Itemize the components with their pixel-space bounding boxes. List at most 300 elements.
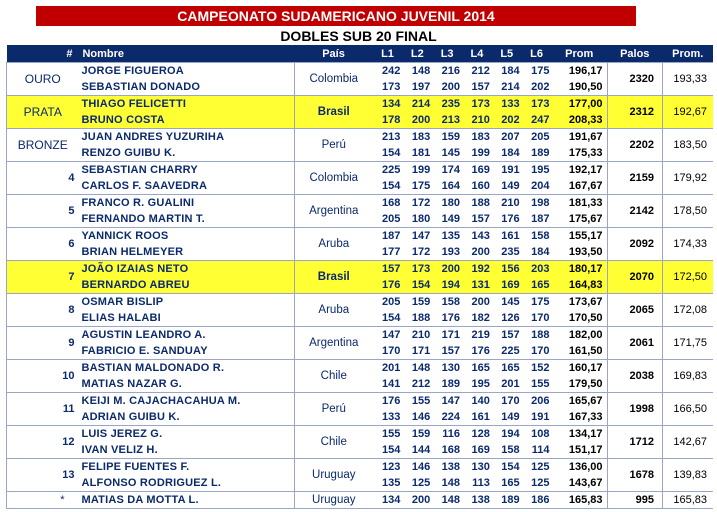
game-score-l2: 147: [402, 228, 432, 245]
game-score-l4: 161: [471, 411, 490, 423]
player-average: 165,67: [551, 393, 607, 410]
game-score-l1: 135: [382, 477, 401, 489]
game-score-l1: 157: [373, 261, 403, 278]
game-score-l2: 175: [411, 180, 431, 192]
player-name: BRUNO COSTA: [78, 112, 294, 129]
game-score-l2: 197: [411, 81, 431, 93]
game-score-l4: 182: [471, 312, 490, 324]
game-score-l3: 159: [432, 129, 462, 146]
game-score-l4: 192: [462, 261, 492, 278]
player-average: 190,50: [568, 81, 603, 93]
game-score-l1: 177: [382, 246, 401, 258]
game-score-l5: 161: [492, 228, 522, 245]
team-average: 174,33: [663, 228, 713, 261]
player-name: MATIAS NAZAR G.: [81, 378, 183, 390]
table-row: [7, 459, 714, 476]
game-score-l1: 134: [373, 96, 403, 113]
game-score-l5: 210: [492, 195, 522, 212]
team-total-pins: 2070: [607, 261, 663, 294]
game-score-l3: 213: [432, 112, 462, 129]
player-name: ELIAS HALABI: [81, 312, 161, 324]
team-average: 171,75: [663, 327, 713, 360]
player-name: FABRICIO E. SANDUAY: [81, 345, 208, 357]
game-score-l2: 188: [411, 312, 431, 324]
game-score-l1: 213: [373, 129, 403, 146]
header-l4: L4: [462, 45, 492, 63]
table-row: [7, 162, 714, 179]
player-name: SEBASTIAN CHARRY: [78, 162, 294, 179]
table-row: [7, 360, 714, 377]
table-row: [7, 96, 714, 113]
page-subtitle: DOBLES SUB 20 FINAL: [280, 28, 437, 44]
game-score-l1: 133: [382, 411, 401, 423]
game-score-l1: 201: [373, 360, 403, 377]
game-score-l5: 169: [492, 277, 522, 294]
header-pos: #: [7, 45, 79, 63]
game-score-l1: 168: [373, 195, 403, 212]
game-score-l4: 130: [462, 459, 492, 476]
game-score-l3: 130: [432, 360, 462, 377]
game-score-l3: 149: [441, 213, 461, 225]
game-score-l1: 154: [382, 147, 401, 159]
team-position: 11: [7, 393, 79, 426]
game-score-l5: 133: [492, 96, 522, 113]
player-average: 155,17: [551, 228, 607, 245]
table-row: [7, 195, 714, 212]
player-name: LUIS JEREZ G.: [78, 426, 294, 443]
game-score-l2: 148: [402, 360, 432, 377]
team-average: 192,67: [663, 96, 713, 129]
game-score-l2: 148: [402, 63, 432, 80]
team-country: Aruba: [294, 294, 372, 327]
game-score-l3: 157: [441, 345, 461, 357]
player-average: 167,67: [568, 180, 603, 192]
table-row: [7, 426, 714, 443]
team-position: 13: [7, 459, 79, 492]
game-score-l1: 154: [382, 444, 401, 456]
team-country: Chile: [294, 360, 372, 393]
game-score-l3: 174: [432, 162, 462, 179]
player-average: 136,00: [551, 459, 607, 476]
team-total-pins: 2065: [607, 294, 663, 327]
team-total-pins: 2202: [607, 129, 663, 162]
team-country: Perú: [294, 129, 372, 162]
game-score-l4: 131: [462, 277, 492, 294]
header-country: País: [294, 45, 372, 63]
game-score-l6: 205: [522, 129, 552, 146]
game-score-l2: 155: [402, 393, 432, 410]
game-score-l1: 123: [373, 459, 403, 476]
team-average: 169,83: [663, 360, 713, 393]
team-average: 142,67: [663, 426, 713, 459]
player-average: 170,50: [568, 312, 603, 324]
team-country: Uruguay: [294, 459, 372, 492]
game-score-l5: 156: [492, 261, 522, 278]
team-position: 6: [7, 228, 79, 261]
game-score-l2: 159: [402, 426, 432, 443]
game-score-l2: 210: [402, 327, 432, 344]
game-score-l2: 180: [411, 213, 431, 225]
team-total-pins: 2320: [607, 63, 663, 96]
team-country: Brasil: [294, 261, 372, 294]
player-name: THIAGO FELICETTI: [78, 96, 294, 113]
game-score-l5: 189: [492, 492, 522, 509]
game-score-l6: 165: [522, 277, 552, 294]
game-score-l1: 205: [382, 213, 401, 225]
game-score-l5: 149: [501, 411, 520, 423]
player-name: YANNICK ROOS: [78, 228, 294, 245]
game-score-l3: 189: [441, 378, 461, 390]
team-country: Argentina: [294, 195, 372, 228]
player-name: SEBASTIAN DONADO: [81, 81, 201, 93]
game-score-l1: 176: [373, 277, 403, 294]
team-average: 179,92: [663, 162, 713, 195]
player-average: 177,00: [551, 96, 607, 113]
game-score-l1: 187: [373, 228, 403, 245]
game-score-l5: 176: [501, 213, 520, 225]
game-score-l1: 134: [373, 492, 403, 509]
game-score-l4: 157: [471, 213, 490, 225]
game-score-l6: 206: [522, 393, 552, 410]
player-name: KEIJI M. CAJACHACAHUA M.: [78, 393, 294, 410]
team-total-pins: 2092: [607, 228, 663, 261]
game-score-l3: 147: [432, 393, 462, 410]
game-score-l2: 125: [411, 477, 431, 489]
team-position: 8: [7, 294, 79, 327]
team-position: BRONZE: [7, 129, 79, 162]
game-score-l2: 212: [411, 378, 431, 390]
player-average: 191,67: [551, 129, 607, 146]
game-score-l2: 173: [402, 261, 432, 278]
game-score-l5: 202: [492, 112, 522, 129]
team-country: Brasil: [294, 96, 372, 129]
team-total-pins: 1678: [607, 459, 663, 492]
player-average: 134,17: [551, 426, 607, 443]
table-row: [7, 228, 714, 245]
player-name: IVAN VELIZ H.: [81, 444, 158, 456]
header-l3: L3: [432, 45, 462, 63]
game-score-l3: 235: [432, 96, 462, 113]
player-average: 196,17: [551, 63, 607, 80]
game-score-l1: 225: [373, 162, 403, 179]
game-score-l5: 184: [501, 147, 520, 159]
game-score-l6: 203: [522, 261, 552, 278]
game-score-l2: 214: [402, 96, 432, 113]
player-average: 165,83: [551, 492, 607, 509]
team-average: 166,50: [663, 393, 713, 426]
header-name: Nombre: [78, 45, 294, 63]
team-total-pins: 995: [607, 492, 663, 509]
game-score-l5: 207: [492, 129, 522, 146]
game-score-l4: 138: [462, 492, 492, 509]
game-score-l6: 125: [531, 477, 550, 489]
game-score-l6: 173: [522, 96, 552, 113]
game-score-l1: 178: [373, 112, 403, 129]
game-score-l3: 168: [441, 444, 461, 456]
game-score-l3: 171: [432, 327, 462, 344]
game-score-l3: 148: [441, 477, 461, 489]
game-score-l4: 212: [462, 63, 492, 80]
game-score-l6: 108: [522, 426, 552, 443]
game-score-l4: 199: [471, 147, 490, 159]
player-average: 167,33: [568, 411, 603, 423]
team-average: 172,50: [663, 261, 713, 294]
game-score-l3: 135: [432, 228, 462, 245]
team-total-pins: 2061: [607, 327, 663, 360]
game-score-l6: 187: [531, 213, 550, 225]
game-score-l2: 146: [411, 411, 431, 423]
game-score-l3: 145: [441, 147, 461, 159]
player-name: JUAN ANDRES YUZURIHA: [78, 129, 294, 146]
game-score-l2: 199: [402, 162, 432, 179]
game-score-l3: 176: [441, 312, 461, 324]
player-average: 164,83: [551, 277, 607, 294]
player-name: ALFONSO RODRIGUEZ L.: [81, 477, 222, 489]
game-score-l6: 175: [522, 294, 552, 311]
game-score-l1: 141: [382, 378, 401, 390]
header-l2: L2: [402, 45, 432, 63]
header-row: [7, 45, 714, 63]
game-score-l1: 176: [373, 393, 403, 410]
game-score-l5: 225: [501, 345, 520, 357]
game-score-l3: 158: [432, 294, 462, 311]
player-average: 179,50: [568, 378, 603, 390]
game-score-l4: 160: [471, 180, 490, 192]
player-name: BRIAN HELMEYER: [81, 246, 184, 258]
game-score-l4: 176: [471, 345, 490, 357]
game-score-l4: 143: [462, 228, 492, 245]
game-score-l5: 126: [501, 312, 520, 324]
game-score-l3: 194: [432, 277, 462, 294]
game-score-l1: 170: [382, 345, 401, 357]
team-average: 139,83: [663, 459, 713, 492]
player-average: 151,17: [568, 444, 603, 456]
player-name: BERNARDO ABREU: [78, 277, 294, 294]
game-score-l5: 165: [492, 360, 522, 377]
game-score-l6: 175: [522, 63, 552, 80]
header-l1: L1: [373, 45, 403, 63]
results-body: [7, 63, 714, 509]
game-score-l2: 146: [402, 459, 432, 476]
game-score-l3: 193: [441, 246, 461, 258]
table-row: [7, 63, 714, 80]
team-country: Perú: [294, 393, 372, 426]
game-score-l5: 149: [501, 180, 520, 192]
game-score-l6: 198: [522, 195, 552, 212]
game-score-l1: 173: [382, 81, 401, 93]
game-score-l4: 183: [462, 129, 492, 146]
game-score-l6: 204: [531, 180, 550, 192]
team-position: 7: [7, 261, 79, 294]
game-score-l4: 169: [471, 444, 490, 456]
team-position: 12: [7, 426, 79, 459]
team-average: 178,50: [663, 195, 713, 228]
player-average: 175,33: [568, 147, 603, 159]
player-name: CARLOS F. SAAVEDRA: [81, 180, 208, 192]
game-score-l5: 214: [501, 81, 520, 93]
team-average: 183,50: [663, 129, 713, 162]
team-country: Colombia: [294, 63, 372, 96]
game-score-l4: 169: [462, 162, 492, 179]
player-average: 193,50: [568, 246, 603, 258]
player-average: 175,67: [568, 213, 603, 225]
player-average: 161,50: [568, 345, 603, 357]
game-score-l6: 170: [531, 345, 550, 357]
team-total-pins: 1712: [607, 426, 663, 459]
game-score-l2: 159: [402, 294, 432, 311]
game-score-l2: 200: [402, 492, 432, 509]
game-score-l3: 200: [432, 261, 462, 278]
player-name: BASTIAN MALDONADO R.: [78, 360, 294, 377]
game-score-l5: 157: [492, 327, 522, 344]
game-score-l5: 165: [501, 477, 520, 489]
game-score-l2: 154: [402, 277, 432, 294]
team-total-pins: 2142: [607, 195, 663, 228]
game-score-l3: 148: [432, 492, 462, 509]
team-position: 5: [7, 195, 79, 228]
header-prom: Prom.: [663, 45, 713, 63]
game-score-l4: 113: [472, 477, 490, 489]
table-row: [7, 327, 714, 344]
game-score-l2: 144: [411, 444, 431, 456]
player-name: FERNANDO MARTIN T.: [81, 213, 205, 225]
game-score-l2: 172: [411, 246, 431, 258]
game-score-l4: 219: [462, 327, 492, 344]
game-score-l2: 171: [411, 345, 431, 357]
game-score-l6: 202: [531, 81, 550, 93]
game-score-l1: 242: [373, 63, 403, 80]
game-score-l3: 164: [441, 180, 461, 192]
player-name: OSMAR BISLIP: [78, 294, 294, 311]
game-score-l3: 200: [441, 81, 461, 93]
team-position: 4: [7, 162, 79, 195]
game-score-l4: 210: [462, 112, 492, 129]
team-position: PRATA: [7, 96, 79, 129]
game-score-l5: 184: [492, 63, 522, 80]
team-country: Chile: [294, 426, 372, 459]
player-name: RENZO GUIBU K.: [81, 147, 176, 159]
table-row: [7, 294, 714, 311]
team-country: Uruguay: [294, 492, 372, 509]
game-score-l4: 173: [462, 96, 492, 113]
game-score-l3: 224: [441, 411, 461, 423]
game-score-l5: 154: [492, 459, 522, 476]
game-score-l3: 180: [432, 195, 462, 212]
game-score-l1: 155: [373, 426, 403, 443]
player-name: FRANCO R. GUALINI: [78, 195, 294, 212]
team-position: 9: [7, 327, 79, 360]
game-score-l4: 188: [462, 195, 492, 212]
game-score-l6: 152: [522, 360, 552, 377]
player-average: 192,17: [551, 162, 607, 179]
game-score-l6: 195: [522, 162, 552, 179]
header-l5: L5: [492, 45, 522, 63]
game-score-l1: 205: [373, 294, 403, 311]
game-score-l3: 116: [432, 426, 462, 443]
team-total-pins: 2159: [607, 162, 663, 195]
player-average: 160,17: [551, 360, 607, 377]
team-total-pins: 2038: [607, 360, 663, 393]
player-average: 180,17: [551, 261, 607, 278]
game-score-l1: 147: [373, 327, 403, 344]
game-score-l6: 125: [522, 459, 552, 476]
table-row: [7, 492, 714, 509]
game-score-l2: 183: [402, 129, 432, 146]
game-score-l4: 157: [471, 81, 490, 93]
game-score-l6: 184: [531, 246, 550, 258]
game-score-l5: 145: [492, 294, 522, 311]
team-country: Argentina: [294, 327, 372, 360]
game-score-l5: 194: [492, 426, 522, 443]
player-name: MATIAS DA MOTTA L.: [78, 492, 294, 509]
game-score-l4: 195: [471, 378, 490, 390]
game-score-l1: 154: [382, 180, 401, 192]
player-average: 182,00: [551, 327, 607, 344]
game-score-l4: 200: [471, 246, 490, 258]
game-score-l6: 158: [522, 228, 552, 245]
team-position: 10: [7, 360, 79, 393]
team-average: 193,33: [663, 63, 713, 96]
header-palos: Palos: [607, 45, 663, 63]
game-score-l6: 155: [531, 378, 550, 390]
game-score-l6: 247: [522, 112, 552, 129]
page-title: CAMPEONATO SUDAMERICANO JUVENIL 2014: [36, 6, 636, 26]
game-score-l6: 114: [531, 444, 550, 456]
team-position: OURO: [7, 63, 79, 96]
game-score-l5: 158: [501, 444, 520, 456]
header-avg: Prom: [551, 45, 607, 63]
table-row: [7, 129, 714, 146]
player-average: 181,33: [551, 195, 607, 212]
team-country: Colombia: [294, 162, 372, 195]
game-score-l4: 165: [462, 360, 492, 377]
player-name: ADRIAN GUIBU K.: [81, 411, 180, 423]
header-l6: L6: [522, 45, 552, 63]
player-average: 143,67: [568, 477, 603, 489]
game-score-l6: 186: [522, 492, 552, 509]
game-score-l3: 138: [432, 459, 462, 476]
player-average: 208,33: [551, 112, 607, 129]
player-average: 173,67: [551, 294, 607, 311]
results-table: [6, 45, 713, 509]
game-score-l4: 140: [462, 393, 492, 410]
game-score-l1: 154: [382, 312, 401, 324]
table-row: [7, 393, 714, 410]
game-score-l2: 181: [411, 147, 431, 159]
game-score-l6: 189: [531, 147, 550, 159]
team-country: Aruba: [294, 228, 372, 261]
game-score-l6: 170: [531, 312, 550, 324]
game-score-l4: 128: [462, 426, 492, 443]
game-score-l6: 188: [522, 327, 552, 344]
game-score-l3: 216: [432, 63, 462, 80]
game-score-l2: 172: [402, 195, 432, 212]
game-score-l2: 200: [402, 112, 432, 129]
team-average: 165,83: [663, 492, 713, 509]
game-score-l5: 191: [492, 162, 522, 179]
game-score-l5: 170: [492, 393, 522, 410]
team-total-pins: 1998: [607, 393, 663, 426]
table-row: [7, 261, 714, 278]
team-total-pins: 2312: [607, 96, 663, 129]
player-name: JOÃO IZAIAS NETO: [78, 261, 294, 278]
game-score-l4: 200: [462, 294, 492, 311]
team-position: *: [7, 492, 79, 509]
player-name: AGUSTIN LEANDRO A.: [78, 327, 294, 344]
team-average: 172,08: [663, 294, 713, 327]
game-score-l6: 191: [531, 411, 550, 423]
game-score-l5: 201: [501, 378, 520, 390]
